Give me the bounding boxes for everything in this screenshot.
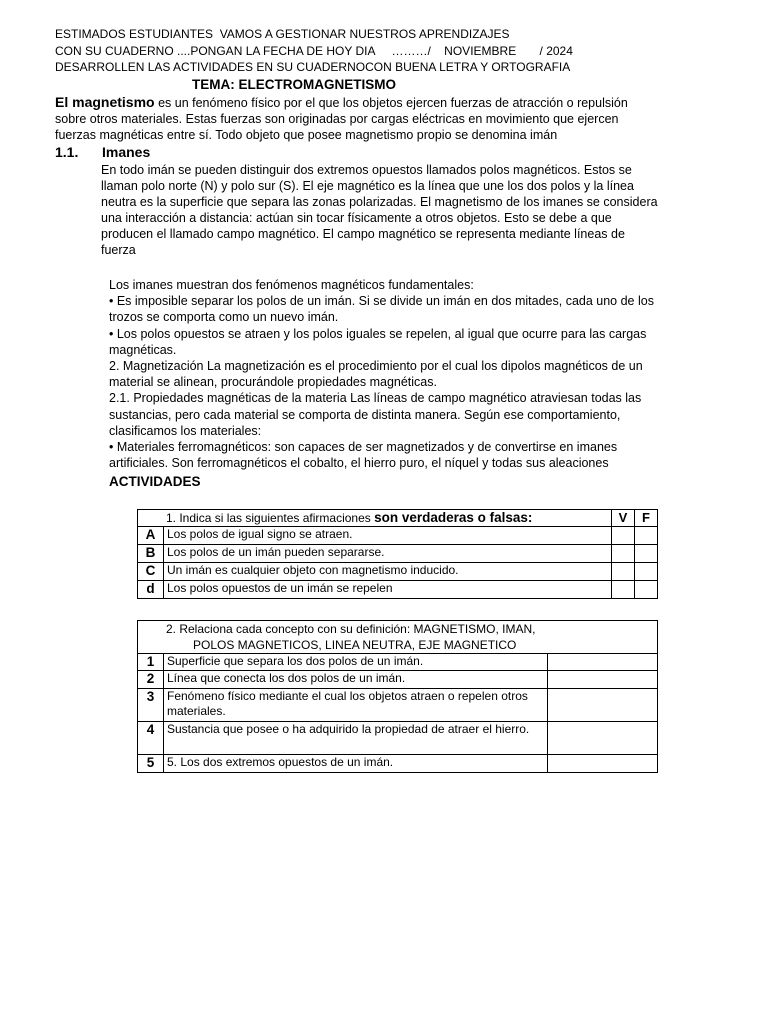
row-statement: Los polos de un imán pueden separarse.: [164, 545, 612, 563]
table-row: [138, 755, 658, 773]
answer-cell[interactable]: [548, 722, 658, 755]
paragraph-line: • Los polos opuestos se atraen y los polos iguales se repelen, al igual que ocurre para las cargas magnéticas.: [109, 326, 647, 357]
paragraph-line: 2.1. Propiedades magnéticas de la materia Las líneas de campo magnético atraviesan todas las sustancias, pero cada material se comporta de distinta manera. Según ese comportamiento, clasificamos los materiales:: [109, 391, 642, 438]
table-row: [138, 654, 658, 671]
row-statement: Un imán es cualquier objeto con magnetismo inducido.: [164, 563, 612, 581]
page-title: TEMA: ELECTROMAGNETISMO: [192, 77, 396, 92]
table-row: [138, 722, 658, 755]
table1-instruction-bold: son verdaderas o falsas:: [374, 510, 533, 525]
answer-v-cell[interactable]: [612, 527, 635, 545]
row-definition: Fenómeno físico mediante el cual los objetos atraen o repelen otros materiales.: [164, 689, 548, 722]
row-definition: Superficie que separa los dos polos de un imán.: [164, 654, 548, 671]
answer-cell[interactable]: [548, 689, 658, 722]
answer-v-cell[interactable]: [612, 581, 635, 599]
paragraph-line: 2. Magnetización La magnetización es el procedimiento por el cual los dipolos magnéticos de un material se alinean, procurándole propiedades magnéticas.: [109, 359, 643, 390]
header-line-3: DESARROLLEN LAS ACTIVIDADES EN SU CUADERNOCON BUENA LETRA Y ORTOGRAFIA: [55, 60, 571, 74]
table1-instruction-text: 1. Indica si las siguientes afirmaciones: [166, 511, 375, 525]
table2-instruction: [138, 621, 658, 654]
row-label: d: [138, 581, 164, 599]
header-line-1: ESTIMADOS ESTUDIANTES VAMOS A GESTIONAR NUESTROS APRENDIZAJES: [55, 27, 510, 41]
section-heading: [55, 144, 150, 160]
row-definition: Sustancia que posee o ha adquirido la propiedad de atraer el hierro.: [164, 722, 548, 755]
answer-f-cell[interactable]: [635, 581, 658, 599]
table1-instruction: [138, 510, 612, 527]
row-definition: 5. Los dos extremos opuestos de un imán.: [164, 755, 548, 773]
row-label: 3: [138, 689, 164, 722]
header-line-2: CON SU CUADERNO ....PONGAN LA FECHA DE HOY DIA ………/ NOVIEMBRE / 2024: [55, 44, 573, 58]
section-number: 1.1.: [55, 144, 79, 160]
table2-instruction-line-1: 2. Relaciona cada concepto con su definición: MAGNETISMO, IMAN,: [166, 622, 536, 636]
column-header-f: F: [635, 510, 658, 527]
intro-term: El magnetismo: [55, 94, 155, 110]
paragraph-line: • Materiales ferromagnéticos: son capaces de ser magnetizados y de convertirse en imanes artificiales. Son ferromagnéticos el cobalto, el hierro puro, el níquel y todas sus aleaciones: [109, 440, 618, 471]
paragraph-fenomenos: [109, 277, 659, 471]
answer-f-cell[interactable]: [635, 545, 658, 563]
table-row: [138, 581, 658, 599]
matching-table: [137, 620, 658, 773]
row-label: A: [138, 527, 164, 545]
answer-v-cell[interactable]: [612, 563, 635, 581]
row-label: 4: [138, 722, 164, 755]
answer-v-cell[interactable]: [612, 545, 635, 563]
row-label: 2: [138, 671, 164, 689]
answer-f-cell[interactable]: [635, 527, 658, 545]
row-label: 1: [138, 654, 164, 671]
paragraph-line: Los imanes muestran dos fenómenos magnéticos fundamentales:: [109, 278, 474, 292]
table2-instruction-line-2: POLOS MAGNETICOS, LINEA NEUTRA, EJE MAGNETICO: [193, 638, 517, 652]
intro-paragraph: [55, 94, 655, 143]
true-false-table: [137, 509, 658, 599]
row-label: 5: [138, 755, 164, 773]
answer-cell[interactable]: [548, 654, 658, 671]
row-definition: Línea que conecta los dos polos de un imán.: [164, 671, 548, 689]
intro-text: es un fenómeno físico por el que los objetos ejercen fuerzas de atracción o repulsión sobre otros materiales. Estas fuerzas son originadas por cargas eléctricas en movimiento que ejercen fuerzas magnéticas entre sí. Todo objeto que posee magnetismo propio se denomina imán: [55, 96, 628, 142]
table-row: [138, 545, 658, 563]
row-statement: Los polos opuestos de un imán se repelen: [164, 581, 612, 599]
paragraph-imanes: En todo imán se pueden distinguir dos extremos opuestos llamados polos magnéticos. Estos se llaman polo norte (N) y polo sur (S). El eje magnético es la línea que une los dos polos y la línea neutra es la superficie que separa las zonas polarizadas. El magnetismo de los imanes se considera una interacción a distancia: actúan sin tocar físicamente a otros objetos. Esto se debe a que producen el llamado campo magnético. El campo magnético se representa mediante líneas de fuerza: [101, 163, 658, 257]
row-statement: Los polos de igual signo se atraen.: [164, 527, 612, 545]
answer-f-cell[interactable]: [635, 563, 658, 581]
answer-cell[interactable]: [548, 755, 658, 773]
column-header-v: V: [612, 510, 635, 527]
answer-cell[interactable]: [548, 671, 658, 689]
paragraph-line: • Es imposible separar los polos de un imán. Si se divide un imán en dos mitades, cada uno de los trozos se comporta como un nuevo imán.: [109, 294, 654, 325]
table-row: [138, 527, 658, 545]
table-row: [138, 563, 658, 581]
row-label: B: [138, 545, 164, 563]
row-label: C: [138, 563, 164, 581]
section-title: Imanes: [102, 144, 151, 160]
table-row: [138, 671, 658, 689]
activities-heading: ACTIVIDADES: [109, 474, 201, 489]
table-row: [138, 689, 658, 722]
